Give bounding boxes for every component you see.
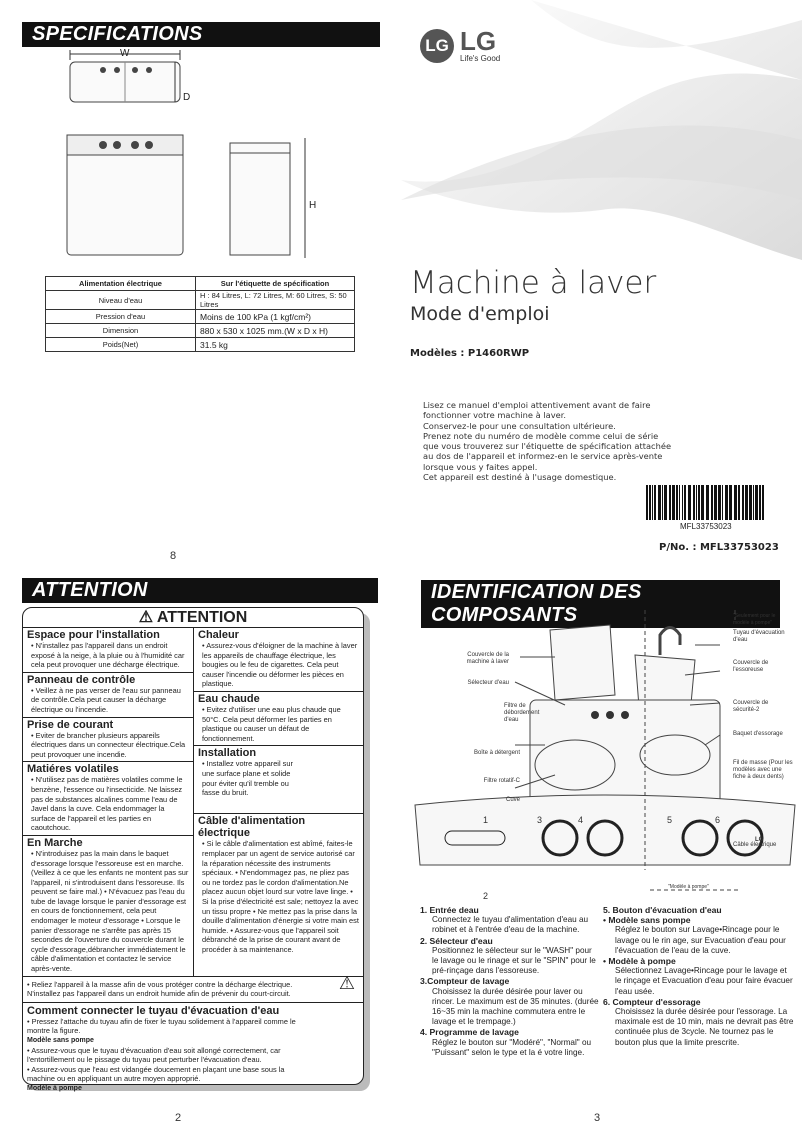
barcode-bar [755,485,758,520]
label-water-selector: Sélecteur d'eau [467,680,509,686]
brand-name: LG [460,26,497,56]
barcode-bar [693,485,695,520]
page-header: ATTENTION [22,578,378,603]
column-header: Sur l'étiquette de spécification [196,277,355,291]
barcode-bar [706,485,709,520]
section-title: Câble d'alimentation électrique [198,815,306,840]
document-subtitle: Mode d'emploi [410,303,550,325]
section-text: • Veillez à ne pas verser de l'eau sur panneau de contrôle.Cela peut causer la décharge électrique ou l'incendie. [31,685,181,714]
barcode-bar [762,485,764,520]
right-column [193,628,363,976]
barcode-bar [714,485,717,520]
intro-line: fonctionner votre machine à laver. [423,410,567,421]
barcode-bar [745,485,748,520]
panel-lg-logo: LG [755,837,764,843]
item-text: Réglez le bouton sur "Modéré", "Normal" ou "Puissant" selon le type et la é votre linge. [432,1037,592,1057]
model-number: Modèles : P1460RWP [410,348,530,359]
table-row [46,291,355,310]
warning-section [23,836,193,976]
barcode-bar [759,485,761,520]
warning-section [23,762,193,836]
item-text: Choisissez la durée désirée pour l'essorage. La maximale est de 10 min, mais ne devrait pas être continuée plus de 3cycle. Ne tournez pas le bouton plus que la limite prescrite. [615,1007,794,1047]
barcode-bar [679,485,680,520]
callout-4: 4 [578,815,584,825]
barcode-bar [676,485,678,520]
label-pump-only-note: "Seulement pour le modèle à pompe" [733,613,776,626]
width-label: W [120,48,130,59]
barcode-bar [696,485,697,520]
item-text: Positionnez le sélecteur sur le "WASH" pour le lavage ou le rinage et sur le "SPIN" pour le pré-rinçage dans l'essoreuse. [432,945,596,976]
drain-hose-section [23,1003,363,1096]
barcode-bar [654,485,656,520]
barcode-bar [729,485,732,520]
grounding-text: • Reliez l'appareil à la masse afin de vous protéger contre la décharge électrique. N'installez pas l'appareil dans un endroit humide afin de prévenir du court-circuit. [27,979,293,999]
attention-title-text: ATTENTION [156,609,248,626]
item-text: Réglez le bouton sur Lavage•Rincage pour le lavage ou le rin age, sur Evacuation d'eau pour l'évacuation de l'eau de la cuve. [615,925,786,955]
label-overflow-filter: Filtre de débordement d'eau [504,703,540,723]
item-text: Choisissez la durée désirée pour laver ou rincer. Le maximum est de 35 minutes. (durée 16~35 min la machine commutera entre le lavage et le trempage.) [432,986,599,1027]
callout-5: 5 [667,815,673,825]
item-title: 3.Compteur de lavage [420,976,510,987]
attention-title [23,608,363,628]
page-number: 3 [594,1112,601,1124]
label-tub: Cuve [505,797,520,803]
intro-line: lorsque vous y faites appel. [423,461,538,472]
section-title: Comment connecter le tuyau d'évacuation d'eau [27,1004,280,1017]
barcode-bar [664,485,667,520]
part-number: P/No. : MFL33753023 [659,542,779,553]
callout-6: 6 [715,815,721,825]
machine-dimension-drawing [55,48,335,268]
barcode-bar [738,485,740,520]
item-title: • Modèle sans pompe [603,915,691,926]
intro-line: Lisez ce manuel d'emploi attentivement avant de faire [423,400,651,410]
section-title: Chaleur [198,629,239,641]
column-header: Alimentation électrique [46,277,196,291]
table-header-row [46,277,355,291]
height-label: H [309,200,317,211]
section-title: Installation [198,747,257,760]
barcode-bar [669,485,671,520]
intro-line: au dos de l'appareil et informez-en le service après-vente [423,451,663,462]
barcode-bar [698,485,700,520]
section-text: • Assurez-vous d'éloigner de la machine à laver les appareils de chauffage électrique, les bougies ou le feu de cigarettes. Cela peut causer l'incendie ou déformer les pièces en plastique. [202,641,358,689]
section-title: Espace pour l'installation [27,629,160,641]
section-text: • Si le câble d'alimentation est abîmé, faites-le remplacer par un agent de service autorisé car la réparation nécessite des instruments spéciaux. • N'endommagez pas, ne pliez pas ou ne tordez pas le cordon d'alimentation.Ne placez aucun objet lourd sur votre lave linge. • Si la prise d'électricité est sale; nettoyez la avec un tissu propre • Ne mettez pas la prise dans la douille d'alimentation d'énergie si votre main est humide. • Assurez-vous que l'appareil soit débranché de la prise de courant avant de procéder à sa maintenance. [202,839,359,954]
barcode-bar [711,485,713,520]
spec-label: Pression d'eau [46,310,196,324]
item-title: • Modèle à pompe [603,956,676,967]
barcode-bar [684,485,686,520]
item-title: 2. Sélecteur d'eau [420,935,493,946]
intro-line: Cet appareil est destiné à l'usage domestique. [423,472,617,483]
specification-table [45,276,355,352]
item-title: 1. Entrée deau [420,905,479,915]
barcode-bar [688,485,691,520]
section-text: • N'installez pas l'appareil dans un endroit exposé à la neige, à la pluie ou à l'humidité car cela peut provoquer une décharge électrique. [31,641,185,670]
label-ground-wire: Fil de masse (Pour les modèles avec une fiche à deux dents) [733,760,793,780]
barcode-bar [652,485,653,520]
section-title: Prise de courant [27,718,114,731]
pump-model-note: "Modèle à pompe" [668,884,709,890]
electric-hazard-icon: ⚠ [338,972,355,993]
item-title: 5. Bouton d'évacuation d'eau [603,905,722,915]
warning-section [194,692,363,746]
warning-section [194,628,363,692]
barcode-bar [649,485,651,520]
section-title: En Marche [27,836,83,849]
callout-1: 1 [483,815,489,825]
warning-section [194,746,363,814]
barcode-bar [662,485,663,520]
warning-section [194,814,363,956]
document-title: Machine à laver [410,265,657,301]
spec-value: 31.5 kg [196,338,355,352]
label-drain-hose: Tuyau d'évacuation d'eau [733,630,785,643]
section-title: Matiéres volatiles [27,763,119,776]
barcode-bar [725,485,728,520]
page-number: 8 [170,550,177,562]
barcode-bar [718,485,721,520]
label-power-cable: Câble électrique [733,842,777,848]
barcode-bar [749,485,752,520]
label-safety-lid: Couvercle de sécurité-2 [733,700,769,713]
page-header: IDENTIFICATION DES COMPOSANTS [421,580,780,628]
description-left [420,905,600,1058]
section-text: • Assurez-vous que le tuyau d'évacuation d'eau soit allongé correctement, car l'entortillement ou le pissage du tuyau peut perturber l'évacuation d'eau. [27,1045,281,1065]
barcode-bar [734,485,737,520]
description-right [603,905,795,1048]
section-text: • Pressez l'attache du tuyau afin de fixer le tuyau solidement à l'appareil comme le montre la figure. [27,1016,296,1036]
table-row [46,324,355,338]
label-machine-lid: Couvercle de la machine à laver [466,652,509,665]
lg-logo [420,28,500,63]
table-row [46,310,355,324]
warning-section [23,673,193,718]
barcode-bar [658,485,661,520]
spec-value: Moins de 100 kPa (1 kgf/cm²) [196,310,355,324]
label-detergent-box: Boîte à détergent [473,750,520,756]
item-text: Connectez le tuyau d'alimentation d'eau au robinet et à l'entrée d'eau de la machine. [432,915,589,935]
barcode-bar [646,485,648,520]
barcode-bar [722,485,723,520]
item-title: 6. Compteur d'essorage [603,996,701,1007]
item-title: 4. Programme de lavage [420,1027,519,1038]
barcode-bar [701,485,704,520]
lg-logo-mark: LG [420,29,454,63]
spec-label: Niveau d'eau [46,291,196,310]
section-text: • Eviter de brancher plusieurs appareils électriques dans un connecteur électrique.Cela peut provoquer une incendie. [31,730,186,759]
warning-section [23,718,193,763]
section-text: • Installez votre appareil sur une surface plane et solide pour éviter qu'il tremble ou fasse du bruit. [202,759,293,798]
page-number: 2 [175,1112,182,1124]
section-title: Panneau de contrôle [27,673,136,686]
spec-label: Poids(Net) [46,338,196,352]
barcode [646,485,766,520]
page-header: SPECIFICATIONS [22,22,380,47]
table-row [46,338,355,352]
callout-2: 2 [483,891,489,901]
grounding-warning [23,972,363,1003]
barcode-bar [672,485,675,520]
depth-label: D [183,92,191,103]
label-rotary-filter: Filtre rotatif-C [483,778,520,784]
section-text: • Assurez-vous que l'eau est vidangée doucement en plaçant une base sous la machine ou en appliquant un autre moyen approprié. [27,1064,285,1084]
section-text: • N'introduisez pas la main dans le baquet d'essorage lorsque l'essoreuse est en marche. (Veillez à ce que les enfants ne montent pas sur l'appareil, ni s'introduisent dans l'essoreuse. Ils peuvent se faire mal.) • N'évacuez pas l'eau du tube de lavage lorsque le panier d'essorage est en cours de fonctionnement, cela peut endomager le moteur d'essorage • Lorsque le panier d'essorage ne s'arrête pas après 15 secondes de l'ouverture du couvercle durant le cycle d'essorage,débrancher immédiatement le câble d'alimentation et contactez le service après-vente. [31,848,189,974]
intro-text [423,400,703,482]
intro-line: Prenez note du numéro de modèle comme celui de série [423,430,659,441]
attention-box [22,607,364,1092]
label-spin-basket: Baquet d'essorage [733,731,783,737]
section-title: Eau chaude [198,692,260,705]
callout-3: 3 [537,815,543,825]
tagline: Life's Good [460,54,501,63]
barcode-bar [742,485,744,520]
label-spinner-lid: Couvercle de l'essoreuse [733,660,769,673]
spec-label: Dimension [46,324,196,338]
subheading: Modèle sans pompe [27,1037,94,1044]
subheading: Modèle à pompe [27,1084,82,1092]
intro-line: Conservez-le pour une consultation ultérieure. [423,420,616,431]
intro-line: que vous trouverez sur l'étiquette de spécification attachée [423,441,672,452]
section-text: • Evitez d'utiliser une eau plus chaude que 50°C. Cela peut déformer les parties en plastique ou causer un défaut de fonctionnement. [202,704,341,743]
left-column [23,628,193,976]
barcode-text: MFL33753023 [680,522,732,531]
spec-value: 880 x 530 x 1025 mm.(W x D x H) [196,324,355,338]
warning-icon: ⚠ [138,609,157,626]
spec-value: H : 84 Litres, L: 72 Litres, M: 60 Litres, S: 50 Litres [196,291,355,310]
section-text: • N'utilisez pas de matières volatiles comme le benzène, l'essence ou l'insecticide. Ne laissez pas de substances alcalines comme l'eau de Javel dans la cuve. Cela endommager la surface de l'appareil et les parties en caoutchouc. [31,775,183,833]
warning-section [23,628,193,673]
barcode-bar [753,485,754,520]
item-text: Sélectionnez Lavage•Rincage pour le lavage et le rinçage et Evacuation d'eau pour faire évacuer l'eau usée. [615,966,793,996]
barcode-bar [682,485,683,520]
